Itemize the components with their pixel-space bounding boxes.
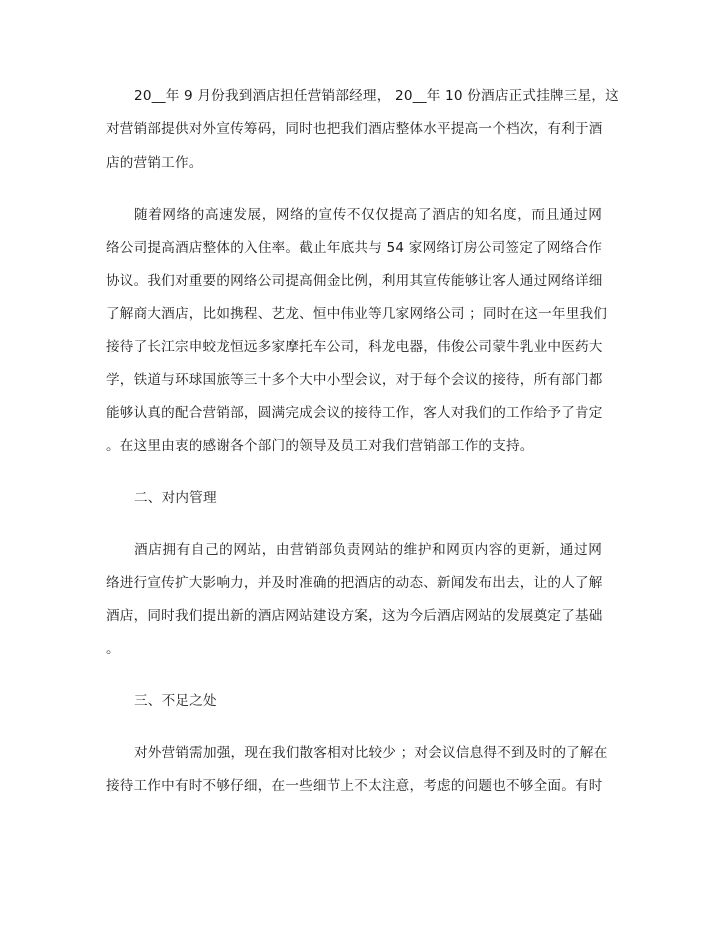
network-line-6: 学，铁道与环球国旅等三十多个大中小型会议，对于每个会议的接待，所有部门都 xyxy=(106,372,603,388)
website-line-2: 络进行宣传扩大影响力，并及时准确的把酒店的动态、新闻发布出去，让的人了解 xyxy=(106,575,603,591)
network-line-3: 协议。我们对重要的网络公司提高佣金比例，利用其宣传能够让客人通过网络详细 xyxy=(106,273,603,289)
intro-line-3: 店的营销工作。 xyxy=(106,155,203,171)
website-line-1: 酒店拥有自己的网站，由营销部负责网站的维护和网页内容的更新，通过网 xyxy=(134,542,602,558)
section-heading-internal-management: 二、对内管理 xyxy=(134,490,217,506)
network-line-8: 。在这里由衷的感谢各个部门的领导及员工对我们营销部工作的支持。 xyxy=(106,438,534,454)
network-line-2: 络公司提高酒店整体的入住率。截止年底共与 54 家网络订房公司签定了网络合作 xyxy=(106,240,602,256)
website-line-4: 。 xyxy=(106,641,120,657)
intro-line-1: 20__年 9 月份我到酒店担任营销部经理， 20__年 10 份酒店正式挂牌三星，这 xyxy=(134,88,619,104)
network-line-7: 能够认真的配合营销部，圆满完成会议的接待工作，客人对我们的工作给予了肯定 xyxy=(106,405,603,421)
network-line-5: 接待了长江宗申蛟龙恒远多家摩托车公司，科龙电器，伟俊公司蒙牛乳业中医药大 xyxy=(106,339,603,355)
website-line-3: 酒店，同时我们提出新的酒店网站建设方案，这为今后酒店网站的发展奠定了基础 xyxy=(106,608,603,624)
section-heading-shortcomings: 三、不足之处 xyxy=(134,693,217,709)
network-line-4: 了解商大酒店，比如携程、艺龙、恒中伟业等几家网络公司 ；同时在这一年里我们 xyxy=(106,306,608,322)
network-line-1: 随着网络的高速发展，网络的宣传不仅仅提高了酒店的知名度，而且通过网 xyxy=(134,207,602,223)
intro-line-2: 对营销部提供对外宣传筹码，同时也把我们酒店整体水平提高一个档次，有利于酒 xyxy=(106,121,603,137)
shortcomings-line-1: 对外营销需加强，现在我们散客相对比较少 ；对会议信息得不到及时的了解在 xyxy=(134,745,608,761)
shortcomings-line-2: 接待工作中有时不够仔细，在一些细节上不太注意，考虑的问题也不够全面。有时 xyxy=(106,778,603,794)
